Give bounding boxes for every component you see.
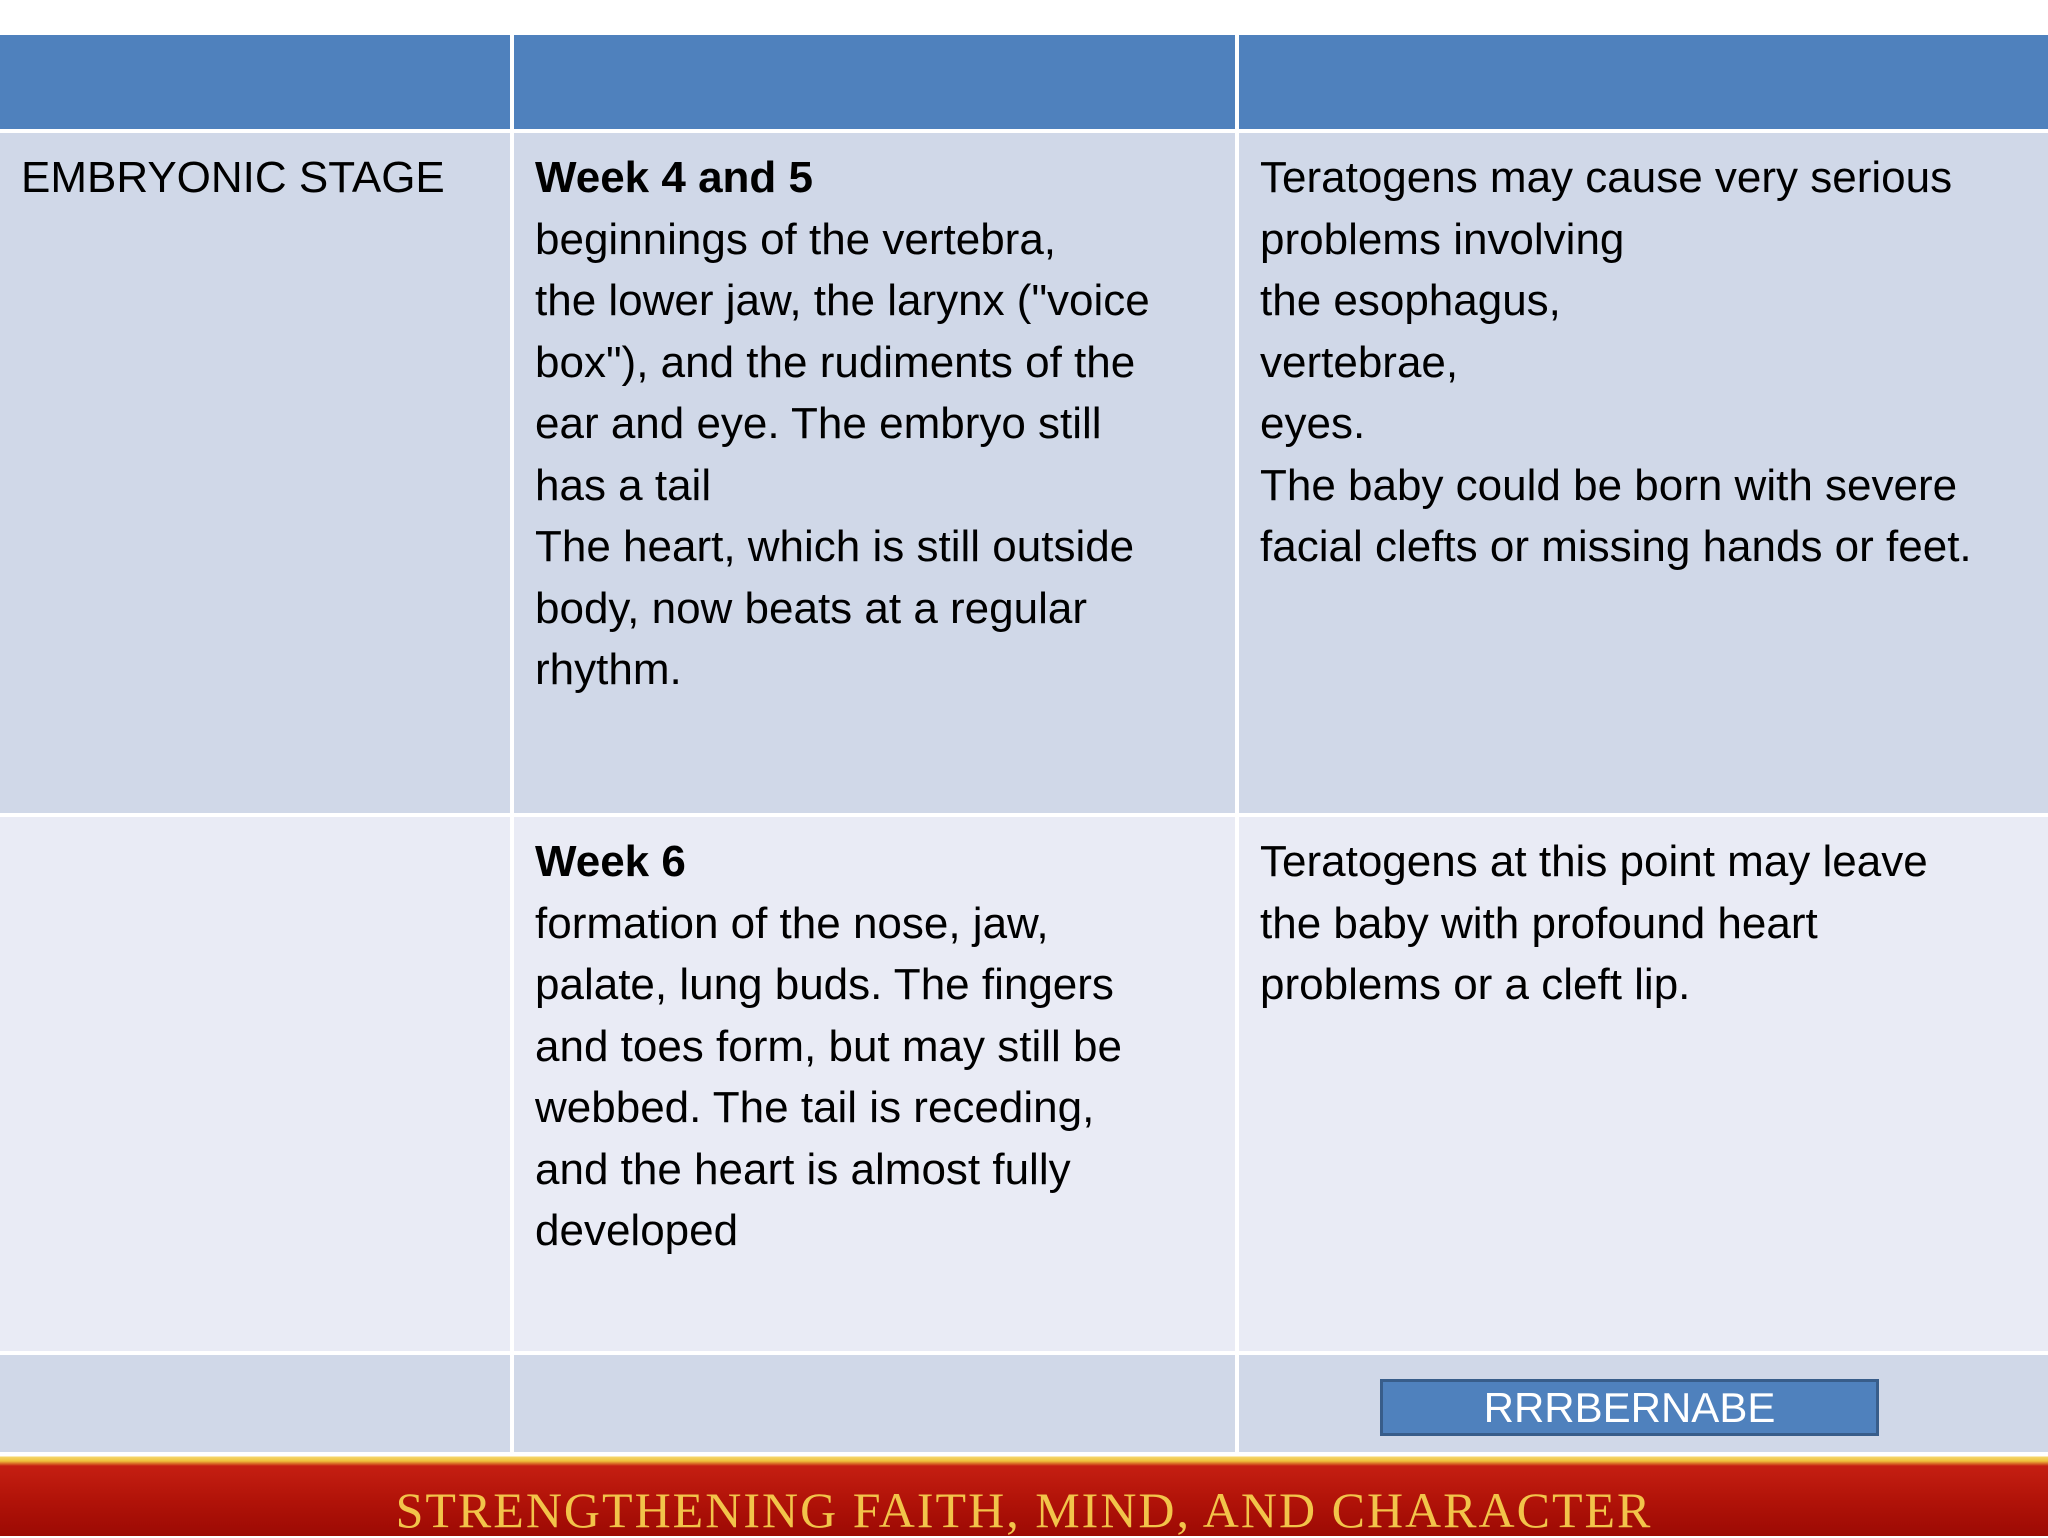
risk-line: facial clefts or missing hands or feet. <box>1260 522 1972 571</box>
development-cell <box>514 133 1235 813</box>
table-footer-cell <box>0 1355 510 1452</box>
stage-cell <box>0 817 510 1351</box>
risk-line: vertebrae, <box>1260 337 1459 387</box>
table-footer-cell <box>514 1355 1235 1452</box>
development-line: rhythm. <box>535 645 682 694</box>
table-header-cell <box>514 35 1235 129</box>
development-line: developed <box>535 1206 739 1255</box>
development-line: webbed. The tail is receding, <box>535 1083 1095 1132</box>
development-line: has a tail <box>535 460 712 510</box>
teratogen-risk-cell <box>1239 133 2048 813</box>
author-label: RRRBERNABE <box>1380 1379 1879 1436</box>
week-heading: Week 4 and 5 <box>535 153 813 202</box>
development-line: beginnings of the vertebra, <box>535 214 1057 264</box>
development-table <box>0 35 2048 1452</box>
risk-line: The baby could be born with severe <box>1260 460 1958 510</box>
risk-line: the esophagus, <box>1260 276 1561 325</box>
development-line: body, now beats at a regular <box>535 583 1087 633</box>
stage-label: EMBRYONIC STAGE <box>21 153 445 202</box>
development-line: ear and eye. The embryo still <box>535 399 1102 448</box>
footer-motto: STRENGTHENING FAITH, MIND, AND CHARACTER <box>395 1482 1653 1538</box>
risk-line: eyes. <box>1260 399 1366 448</box>
development-line: The heart, which is still outside <box>535 522 1135 571</box>
week-heading: Week 6 <box>535 837 686 886</box>
risk-line: the baby with profound heart <box>1260 898 1818 948</box>
table-header-cell <box>0 35 510 129</box>
development-cell <box>514 817 1235 1351</box>
table-header-cell <box>1239 35 2048 129</box>
development-line: and toes form, but may still be <box>535 1021 1122 1071</box>
risk-line: Teratogens may cause very serious <box>1260 153 1953 202</box>
development-line: and the heart is almost fully <box>535 1144 1071 1194</box>
development-line: the lower jaw, the larynx ("voice <box>535 276 1150 325</box>
risk-line: problems involving <box>1260 214 1625 264</box>
development-line: box"), and the rudiments of the <box>535 337 1136 387</box>
development-line: formation of the nose, jaw, <box>535 898 1049 948</box>
teratogen-risk-cell <box>1239 817 2048 1351</box>
risk-line: problems or a cleft lip. <box>1260 960 1691 1009</box>
development-line: palate, lung buds. The fingers <box>535 960 1114 1009</box>
risk-line: Teratogens at this point may leave <box>1260 837 1928 886</box>
stage-cell <box>0 133 510 813</box>
